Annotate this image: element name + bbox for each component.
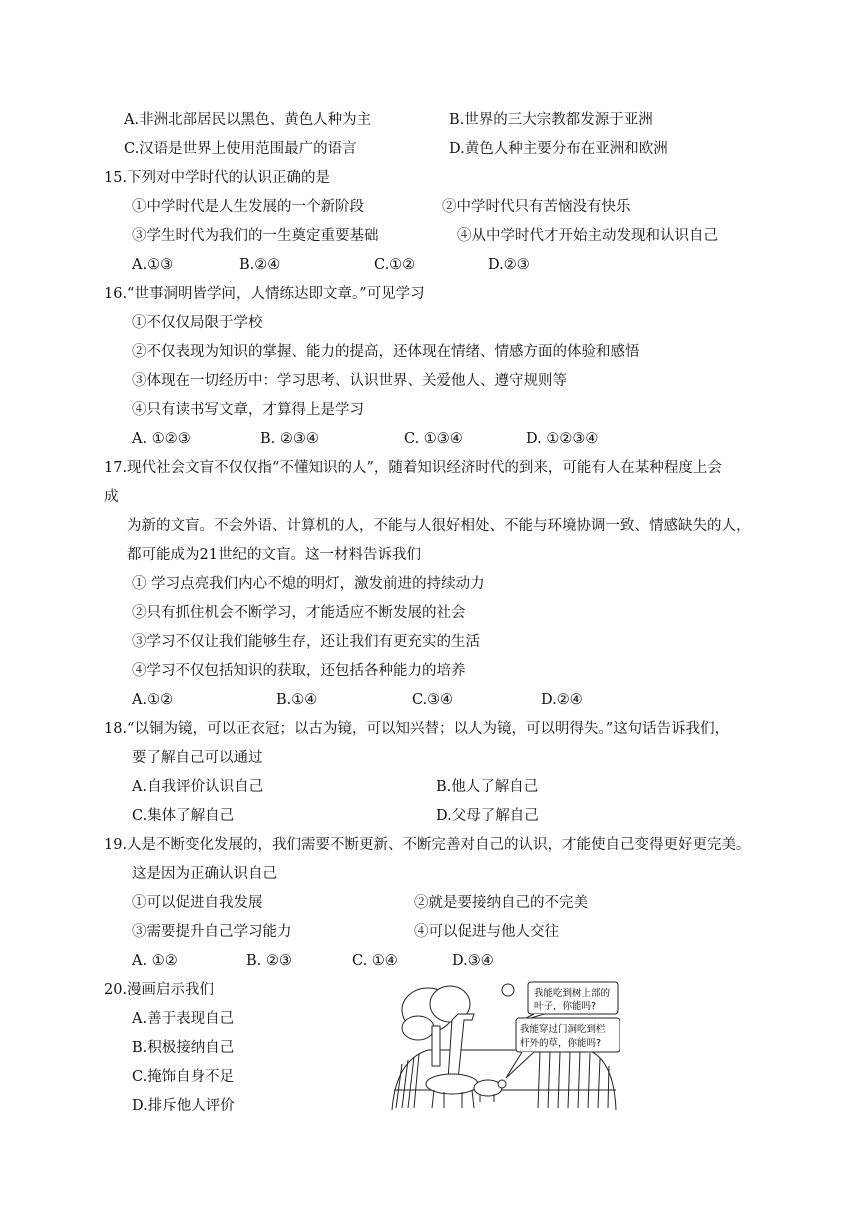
q20-option-d: D.排斥他人评价 [132,1098,235,1114]
bubble2-line2: 杆外的草，你能吗? [520,1038,602,1049]
q15-item-2: ②中学时代只有苦恼没有快乐 [442,199,631,215]
sheep [474,1080,506,1102]
q20-stem: 20.漫画启示我们 [104,982,215,998]
q14-option-c: C.汉语是世界上使用范围最广的语言 [124,141,357,157]
q18-option-b: B.他人了解自己 [436,779,539,795]
q20-option-a: A.善于表现自己 [132,1011,235,1027]
q14-option-a: A.非洲北部居民以黑色、黄色人种为主 [124,112,372,128]
q16-stem: 16.“世事洞明皆学问，人情练达即文章。”可见学习 [104,286,425,302]
q17-option-a: A.①② [132,692,174,708]
q19-option-a: A. ①② [132,953,178,969]
q19-stem-line-2: 这是因为正确认识自己 [132,866,277,882]
q17-stem-line-2: 成 [104,489,119,505]
q16-item-1: ①不仅仅局限于学校 [132,315,263,331]
q17-option-d: D.②④ [541,692,583,708]
q17-stem-line-3: 为新的文盲。不会外语、计算机的人，不能与人很好相处、不能与环境协调一致、情感缺失的人， [127,518,751,534]
q19-item-2: ②就是要接纳自己的不完美 [414,895,588,911]
q17-item-1: ① 学习点亮我们内心不熄的明灯，激发前进的持续动力 [132,576,485,592]
q17-option-c: C.③④ [412,692,454,708]
q15-stem: 15.下列对中学时代的认识正确的是 [104,170,331,186]
q19-stem-line-1: 19.人是不断变化发展的，我们需要不断更新、不断完善对自己的认识，才能使自己变得更好更完美。 [104,837,751,853]
q17-stem-line-1: 17.现代社会文盲不仅仅指“不懂知识的人”，随着知识经济时代的到来，可能有人在某种程度上会 [104,460,722,476]
q16-item-4: ④只有读书写文章，才算得上是学习 [132,402,364,418]
q15-item-4: ④从中学时代才开始主动发现和认识自己 [457,228,718,244]
q18-stem-line-1: 18.“以铜为镜，可以正衣冠；以古为镜，可以知兴替；以人为镜，可以明得失。”这句话告诉我们， [104,721,730,737]
q15-item-1: ①中学时代是人生发展的一个新阶段 [132,199,364,215]
q19-option-d: D.③④ [452,953,494,969]
q15-option-c: C.①② [374,257,416,273]
bubble1-line1: 我能吃到树上部的 [534,988,611,999]
q18-option-c: C.集体了解自己 [132,808,235,824]
bubble1-line2: 叶子，你能吗? [534,1001,597,1012]
q16-option-a: A. ①②③ [132,431,191,447]
q17-stem-line-4: 都可能成为21世纪的文盲。这一材料告诉我们 [127,547,421,563]
bubble2-line1: 我能穿过门洞吃到栏 [520,1024,606,1035]
q15-option-d: D.②③ [488,257,530,273]
q19-item-3: ③需要提升自己学习能力 [132,924,292,940]
q17-option-b: B.①④ [276,692,318,708]
q17-item-4: ④学习不仅包括知识的获取，还包括各种能力的培养 [132,663,466,679]
q15-item-3: ③学生时代为我们的一生奠定重要基础 [132,228,379,244]
q17-item-2: ②只有抓住机会不断学习，才能适应不断发展的社会 [132,605,466,621]
q16-item-2: ②不仅表现为知识的掌握、能力的提高，还体现在情绪、情感方面的体验和感悟 [132,344,640,360]
q19-option-c: C. ①④ [352,953,398,969]
q16-option-c: C. ①③④ [404,431,463,447]
sun [502,984,514,996]
q18-option-a: A.自我评价认识自己 [132,779,264,795]
q19-item-4: ④可以促进与他人交往 [414,924,559,940]
q18-stem-line-2: 要了解自己可以通过 [132,750,263,766]
q19-option-b: B. ②③ [246,953,292,969]
q18-option-d: D.父母了解自己 [436,808,539,824]
q17-item-3: ③学习不仅让我们能够生存，还让我们有更充实的生活 [132,634,480,650]
q15-option-a: A.①③ [132,257,174,273]
q14-option-d: D.黄色人种主要分布在亚洲和欧洲 [449,141,668,157]
q16-item-3: ③体现在一切经历中：学习思考、认识世界、关爱他人、遵守规则等 [132,373,567,389]
q15-option-b: B.②④ [239,257,281,273]
giraffe-sheep-cartoon [388,980,620,1116]
q20-option-c: C.掩饰自身不足 [132,1069,235,1085]
q20-option-b: B.积极接纳自己 [132,1040,235,1056]
q19-item-1: ①可以促进自我发展 [132,895,263,911]
q16-option-d: D. ①②③④ [526,431,599,447]
q16-option-b: B. ②③④ [260,431,319,447]
q14-option-b: B.世界的三大宗教都发源于亚洲 [449,112,653,128]
